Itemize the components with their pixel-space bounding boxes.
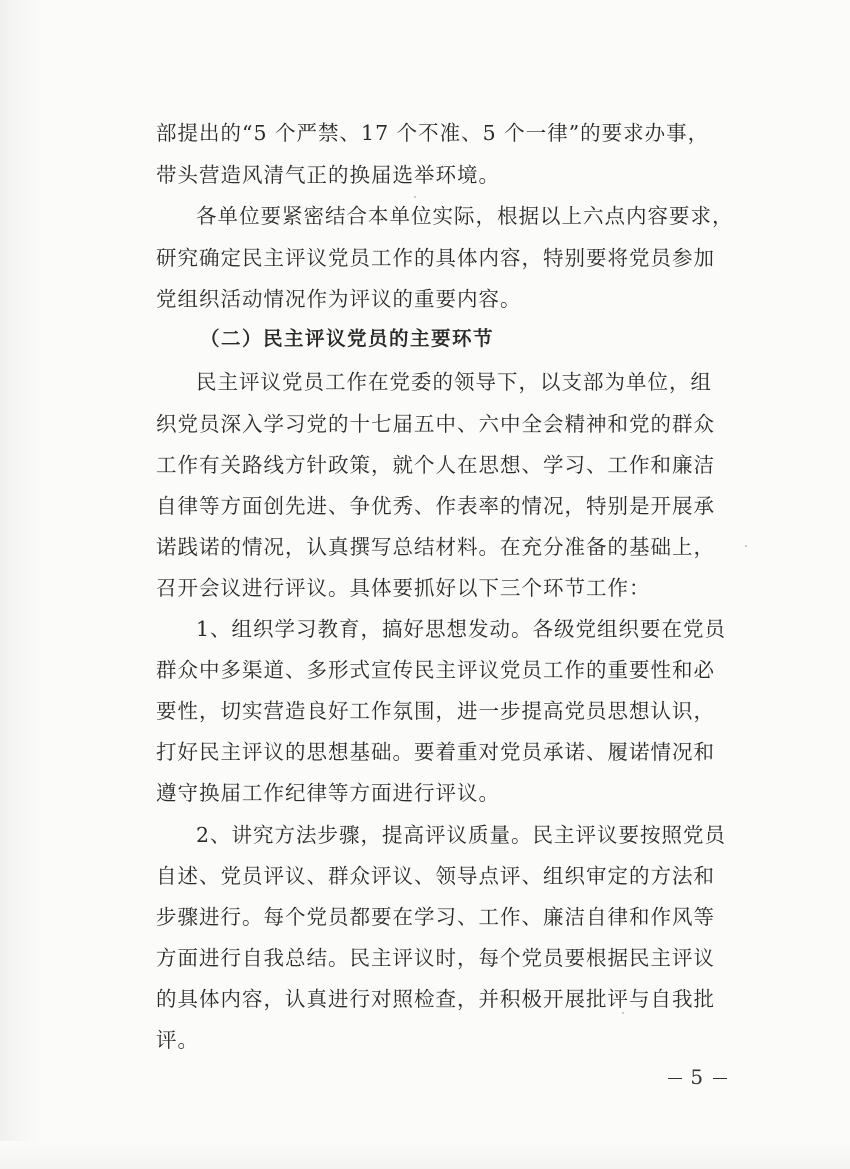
text-line: 民主评议党员工作在党委的领导下，以支部为单位，组: [196, 370, 712, 394]
scan-speck: [745, 545, 747, 547]
scan-speck: [414, 196, 416, 198]
scan-bottom-shadow: [0, 1141, 850, 1169]
page-number: [668, 1062, 727, 1092]
section-heading: （二）民主评议党员的主要环节: [200, 327, 495, 350]
text-line: 群众中多渠道、多形式宣传民主评议党员工作的重要性和必: [156, 658, 715, 682]
text-line: 评。: [156, 1028, 199, 1052]
text-line: 1、组织学习教育，搞好思想发动。各级党组织要在党员: [196, 617, 727, 641]
text-line: 研究确定民主评议党员工作的具体内容，特别要将党员参加: [156, 246, 715, 270]
page-number-left-dash: [668, 1078, 682, 1080]
text-line: 党组织活动情况作为评议的重要内容。: [156, 287, 522, 311]
text-line: 2、讲究方法步骤，提高评议质量。民主评议要按照党员: [196, 823, 727, 847]
text-line: 诺践诺的情况，认真撰写总结材料。在充分准备的基础上，: [156, 535, 715, 559]
text-line: 遵守换届工作纪律等方面进行评议。: [156, 781, 500, 805]
scan-speck: [622, 1012, 624, 1014]
text-line: 自述、党员评议、群众评议、领导点评、组织审定的方法和: [156, 864, 715, 888]
text-line: 打好民主评议的思想基础。要着重对党员承诺、履诺情况和: [156, 740, 715, 764]
text-line: 各单位要紧密结合本单位实际，根据以上六点内容要求，: [196, 204, 734, 228]
text-line: 工作有关路线方针政策，就个人在思想、学习、工作和廉洁: [156, 453, 715, 477]
text-line: 召开会议进行评议。具体要抓好以下三个环节工作：: [156, 576, 651, 600]
text-line: 方面进行自我总结。民主评议时，每个党员要根据民主评议: [156, 946, 715, 970]
page-number-right-dash: [713, 1078, 727, 1080]
scan-edge-shadow: [0, 0, 38, 1169]
text-line: 步骤进行。每个党员都要在学习、工作、廉洁自律和作风等: [156, 905, 715, 929]
text-line: 的具体内容，认真进行对照检查，并积极开展批评与自我批: [156, 987, 715, 1011]
text-line: 部提出的“5 个严禁、17 个不准、5 个一律”的要求办事，: [156, 121, 710, 145]
text-line: 织党员深入学习党的十七届五中、六中全会精神和党的群众: [156, 412, 715, 436]
text-line: 自律等方面创先进、争优秀、作表率的情况，特别是开展承: [156, 494, 715, 518]
text-line: 要性，切实营造良好工作氛围，进一步提高党员思想认识，: [156, 699, 715, 723]
text-line: 带头营造风清气正的换届选举环境。: [156, 163, 500, 187]
page-number-value: 5: [690, 1065, 706, 1089]
